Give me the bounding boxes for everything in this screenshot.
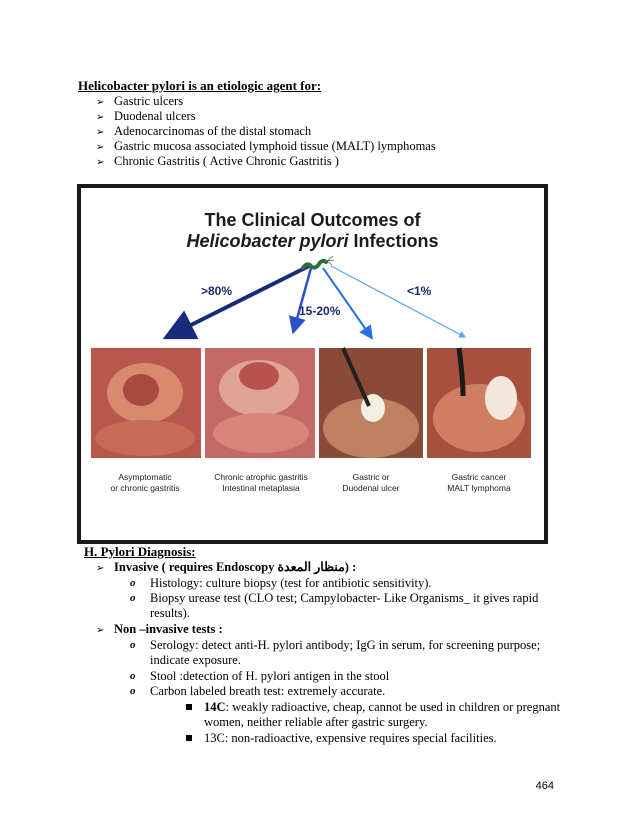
percentage-under-1: <1% (407, 284, 432, 298)
caption-cancer: Gastric cancer MALT lymphoma (447, 472, 511, 493)
list-item: ➢ Adenocarcinomas of the distal stomach (96, 124, 312, 138)
square-bullet-icon (186, 735, 192, 741)
arrow-bullet-icon: ➢ (96, 625, 105, 636)
arrow-15-20-b (323, 268, 369, 334)
list-item: 13C: non-radioactive, expensive requires special facilities. (204, 731, 564, 746)
square-bullet-icon (186, 704, 192, 710)
page-number: 464 (535, 780, 554, 792)
list-item: o Stool :detection of H. pylori antigen in the stool (130, 669, 390, 683)
list-item: ➢ Gastric mucosa associated lymphoid tissue (MALT) lymphomas (96, 139, 436, 153)
section-heading-diagnosis: H. Pylori Diagnosis: (84, 544, 196, 559)
list-item-noninvasive: ➢ Non –invasive tests : (96, 622, 223, 636)
percentage-15-20: 15-20% (299, 304, 341, 318)
list-item: ➢ Duodenal ulcers (96, 109, 196, 123)
percentage-over-80: >80% (201, 284, 233, 298)
endoscopy-photo-3 (319, 348, 423, 458)
caption-ulcer: Gastric or Duodenal ulcer (342, 472, 400, 493)
section-heading-etiology: Helicobacter pylori is an etiologic agent for: (78, 78, 322, 93)
arrow-bullet-icon: ➢ (96, 563, 105, 574)
arrow-over-80 (177, 266, 309, 332)
figure-title-line1: The Clinical Outcomes of (204, 210, 421, 230)
list-item: 14C: weakly radioactive, cheap, cannot be used in children or pregnant women, neither reliable after gastric surgery. (204, 700, 564, 730)
arrow-bullet-icon: ➢ (96, 97, 105, 108)
arrow-bullet-icon: ➢ (96, 142, 105, 153)
arrow-under-1 (331, 266, 463, 336)
endoscopy-photo-2 (205, 348, 315, 458)
list-item: o Serology: detect anti-H. pylori antibody; IgG in serum, for screening purpose; indicate exposure. (130, 638, 541, 667)
arrow-bullet-icon: ➢ (96, 112, 105, 123)
list-item: o Biopsy urease test (CLO test; Campylobacter- Like Organisms_ it gives rapid results). (130, 591, 539, 620)
list-item: ➢ Gastric ulcers (96, 94, 184, 108)
list-item: ➢ Chronic Gastritis ( Active Chronic Gastritis ) (96, 154, 339, 168)
bacterium-icon (303, 256, 334, 268)
arrow-bullet-icon: ➢ (96, 157, 105, 168)
arrow-bullet-icon: ➢ (96, 127, 105, 138)
list-item: o Carbon labeled breath test: extremely accurate. (130, 684, 386, 698)
endoscopy-photo-1 (91, 348, 201, 458)
endoscopy-photo-4 (427, 348, 531, 458)
caption-chronic-atrophic: Chronic atrophic gastritis Intestinal metaplasia (214, 472, 308, 493)
list-item-invasive: ➢ Invasive ( requires Endoscopy منظار المعدة) : (96, 560, 357, 574)
list-item: o Histology: culture biopsy (test for antibiotic sensitivity). (130, 576, 432, 590)
caption-asymptomatic: Asymptomatic or chronic gastritis (110, 472, 180, 493)
clinical-outcomes-figure (77, 184, 548, 544)
figure-title-line2: Helicobacter pylori Infections (186, 231, 439, 251)
